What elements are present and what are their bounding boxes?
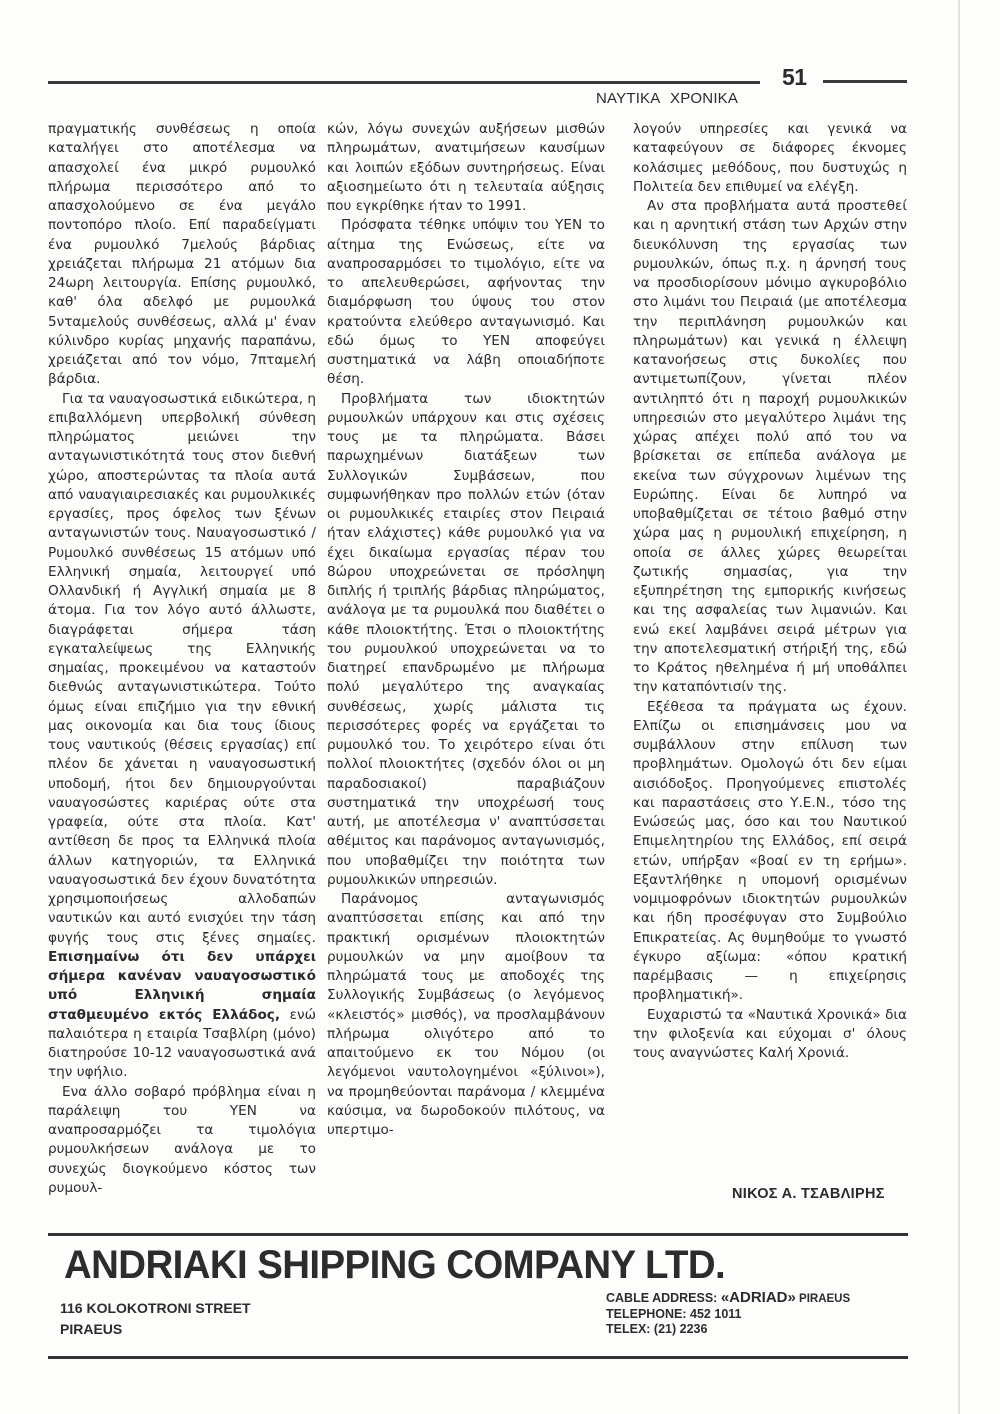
ad-telephone: TELEPHONE: 452 1011 [606, 1307, 742, 1321]
header-rule [48, 81, 760, 84]
author-signature: ΝΙΚΟΣ Α. ΤΣΑΒΛΙΡΗΣ [732, 1186, 885, 1202]
ad-bottom-rule [48, 1356, 908, 1359]
page-number: 51 [782, 64, 807, 90]
paragraph: Πρόσφατα τέθηκε υπόψιν του ΥΕΝ το αίτημα της Ενώσεως, είτε να αναπροσαρμόσει το τιμολόγιο, είτε να το απελευθερώσει, αφήνοντας την διαμόρφωση του ύψους του στον κρατούντα ελεύθερο ανταγωνισμό. Και εδώ όμως το ΥΕΝ αποφεύγει συστηματικά να λάβη οποιαδήποτε θέση. [327, 217, 605, 388]
ad-top-rule [48, 1233, 908, 1236]
ad-address [60, 1298, 251, 1340]
paragraph-text: ενώ παλαιότερα η εταιρία Τσαβλίρη (μόνο) διατηρούσε 10-12 ναυαγοσωστικά ανά την υφήλιο. [48, 1006, 316, 1081]
cable-city: PIRAEUS [795, 1293, 851, 1305]
running-head: ΝΑΥΤΙΚΑ ΧΡΟΝΙΚΑ [596, 90, 739, 107]
ad-address-city: PIRAEUS [60, 1321, 123, 1337]
ad-cable-address [606, 1290, 850, 1307]
paragraph: πραγματικής συνθέσεως η οποία καταλήγει στο αποτέλεσμα να απασχολεί ένα μικρό ρυμουλκό πλήρωμα περισσότερο από το απασχολούμενο σε ένα μεγάλο ποντοπόρο πλοίο. Επί παραδείγματι ένα ρυμουλκό 7μελούς βάρδιας χρειάζεται πλήρωμα 21 ατόμων δια 24ωρη λειτουργία. Επίσης ρυμουλκό, καθ' όλα αδελφό με ρυμουλκά 5νταμελούς συνθέσεως, αλλά μ' έναν κύλινδρο κυρίας μηχανής παραπάνω, χρειάζεται από τον νόμο, 7πταμελή βάρδια. [48, 121, 316, 388]
ad-telex: TELEX: (21) 2236 [606, 1322, 708, 1336]
cable-name: «ADRIAD» [720, 1289, 796, 1306]
ad-address-street: 116 KOLOKOTRONI STREET [60, 1300, 251, 1316]
paragraph-text: Για τα ναυαγοσωστικά ειδικώτερα, η επιβαλλόμενη υπερβολική σύνθεση πληρώματος μειώνει την ανταγωνιστικότητά τους στον διεθνή χώρο, αποστερώντας τα πλοία αυτά από ναυαγιαιρεσιακές και ρυμουλκικές εργασίες, προς όφελος των ξένων ανταγωνιστών τους. Ναυαγοσωστικό / Ρυμουλκό συνθέσεως 15 ατόμων υπό Ελληνική σημαία, λειτουργεί υπό Ολλανδική ή Αγγλική σημαία με 8 άτομα. Για τον λόγο αυτό άλλωστε, διαγράφεται σήμερα τάση εγκαταλείψεως της Ελληνικής σημαίας, προκειμένου να καταστούν διεθνώς ανταγωνιστικώτερα. Τούτο όμως είναι επιζήμιο για την εθνική μας οικονομία και δια τους ίδιους τους ναυτικούς (θέσεις εργασίας) επί πλέον δε χάνεται η ναυαγοσωστική υποδομή, ήτοι δεν δημιουργούνται ναυαγοσώστες καριέρας ούτε στα γραφεία, ούτε στα πλοία. Κατ' αντίθεση δε προς τα Ελληνικά πλοία άλλων κατηγοριών, τα Ελληνικά ναυαγοσωστικά δεν έχουν δυνατότητα χρησιμοποιήσεως αλλοδαπών ναυτικών και αυτό ενισχύει την τάση φυγής τους στις ξένες σημαίες. [48, 390, 316, 946]
paragraph: Ευχαριστώ τα «Ναυτικά Χρονικά» δια την φιλοξενία και εύχομαι σ' όλους τους αναγνώστες Καλή Χρονιά. [633, 1006, 907, 1061]
article-column-2 [327, 120, 605, 1140]
header-rule-right [823, 80, 907, 83]
scan-edge [958, 0, 960, 1414]
paragraph: Παράνομος ανταγωνισμός αναπτύσσεται επίσης και από την πρακτική ορισμένων πλοιοκτητών ρυμουλκών να μην αμοίβουν τα πληρώματά τους με αποδοχές της Συλλογικής Συμβάσεως (ο λεγόμενος «κλειστός» μισθός), να προσλαμβάνουν πλήρωμα ολιγότερο από το απαιτούμενο εκ του Νόμου (οι λεγόμενοι ναυτολογημένοι «ξύλινοι»), να προμηθεύονται παράνομα / κλεμμένα καύσιμα, να δωροδοκούν πιλότους, να υπερτιμο- [327, 891, 605, 1138]
ad-company-name: ANDRIAKI SHIPPING COMPANY LTD. [64, 1243, 726, 1287]
paragraph: Αν στα προβλήματα αυτά προστεθεί και η αρνητική στάση των Αρχών στην διευκόλυνση της εργασίας των ρυμουλκών, όπως π.χ. η άρνησή τους να προσδιορίσουν μόνιμο αγκυροβόλιο στο λιμάνι του Πειραιά (με αποτέλεσμα την περιπλάνηση ρυμουλκών και πληρωμάτων) και γενικά η έλλειψη κατανοήσεως στις δυκολίες που αντιμετωπίζουν, γίνεται πλέον αντιληπτό ότι η παροχή ρυμουλκικών υπηρεσιών στο μεγαλύτερο λιμάνι της χώρας απέχει πολύ από του να βρίσκεται σε επίπεδα ανάλογα με εκείνα των σύγχρονων λιμένων της Ευρώπης. Είναι δε λυπηρό να υποβαθμίζεται σε τέτοιο βαθμό στην χώρα μας η ρυμουλική επιχείρηση, η οποία σε άλλες χώρες θεωρείται ζωτικής σημασίας, για την εξυπηρέτηση της εμπορικής κινήσεως και της ασφαλείας των λιμανιών. Και ενώ εκεί λαμβάνει σειρά μέτρων για την αποτελεσματική στήριξή της, εδώ το Κράτος ηθελημένα ή μή υποθάλπει την καταπόντισίν της. [633, 198, 907, 696]
paragraph: κών, λόγω συνεχών αυξήσεων μισθών πληρωμάτων, ανατιμήσεων καυσίμων και λοιπών εξόδων συντηρήσεως. Είναι αξιοσημείωτο ότι η τελευταία αύξησις που εγκρίθηκε ήταν το 1991. [327, 121, 605, 214]
article-column-1 [48, 120, 316, 1198]
ad-contact [606, 1290, 850, 1337]
emphasized-text: Επισημαίνω ότι δεν υπάρχει σήμερα κανέναν ναυαγοσωστικό υπό Ελληνική σημαία σταθμευμένο εκτός Ελλάδος, [48, 948, 316, 1023]
article-column-3 [633, 120, 907, 1063]
paragraph: Προβλήματα των ιδιοκτητών ρυμουλκών υπάρχουν και στις σχέσεις τους με τα πληρώματα. Βάσει παρωχημένων διατάξεων των Συλλογικών Συμβάσεων, που συμφωνήθηκαν προ πολλών ετών (όταν οι ρυμουλκικές εταιρίες στον Πειραιά ήταν ελάχιστες) κάθε ρυμουλκό για να έχει δικαίωμα εργασίας πέραν του 8ώρου υποχρεώνεται σε πρόσληψη διπλής ή τριπλής βάρδιας πληρώματος, ανάλογα με τα ρυμουλκά που διαθέτει ο κάθε πλοιοκτήτης. Έτσι ο πλοιοκτήτης του ρυμουλκού υποχρεώνεται να το διατηρεί επανδρωμένο με πλήρωμα πολύ μεγαλύτερο της αναγκαίας συνθέσεως, χωρίς μάλιστα τις περισσότερες φορές να εργάζεται το ρυμουλκό του. Το χειρότερο είναι ότι πολλοί πλοιοκτήτες (σχεδόν όλοι οι μη παραδοσιακοί) παραβιάζουν συστηματικά την υποχρέωσή τους αυτή, με αποτέλεσμα ν' αναπτύσσεται αθέμιτος και παράνομος ανταγωνισμός, που υποβαθμίζει την ποιότητα των ρυμουλκικών υπηρεσιών. [327, 390, 605, 888]
cable-label: CABLE ADDRESS: [606, 1291, 721, 1305]
paragraph [48, 390, 316, 1083]
paragraph: Ενα άλλο σοβαρό πρόβλημα είναι η παράλειψη του ΥΕΝ να αναπροσαρμόζει τα τιμολόγια ρυμουλκήσεων ανάλογα με το συνεχώς διογκούμενο κόστος των ρυμουλ- [48, 1083, 316, 1196]
paragraph: λογούν υπηρεσίες και γενικά να καταφεύγουν σε διάφορες έκνομες κολάσιμες μεθόδους, που δυστυχώς η Πολιτεία δεν επιθυμεί να ελέγξη. [633, 121, 907, 195]
paragraph: Εξέθεσα τα πράγματα ως έχουν. Ελπίζω οι επισημάνσεις μου να συμβάλλουν στην επίλυση των προβλημάτων. Ομολογώ ότι δεν είμαι αισιόδοξος. Προηγούμενες επιστολές και παραστάσεις στο Υ.Ε.Ν., τόσο της Ενώσεώς μας, όσο και του Ναυτικού Επιμελητηρίου της Ελλάδος, επί σειρά ετών, υπήρξαν «βοαί εν τη ερήμω». Εξαντλήθηκε η υπομονή ορισμένων νομιμοφρόνων ιδιοκτητών ρυμουλκών και ήδη προσέφυγαν στο Συμβούλιο Επικρατείας. Ας θυμηθούμε το γνωστό έγκυρο αξίωμα: «όπου κρατική παρέμβασις — η επιχείρησις προβληματική». [633, 698, 907, 1004]
